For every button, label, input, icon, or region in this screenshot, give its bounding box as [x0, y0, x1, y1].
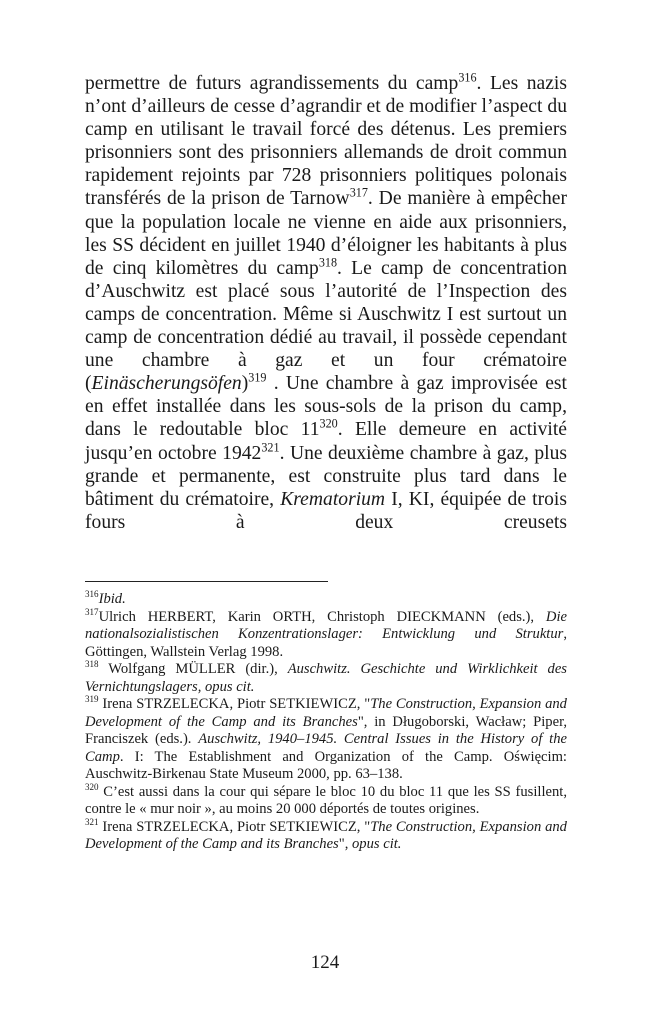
footnote-ref-316[interactable]: 316 [458, 70, 477, 85]
body-text-run: permettre de futurs agrandissements du camp [85, 73, 459, 94]
page-number: 124 [310, 952, 340, 973]
footnote-number: 319 [85, 694, 99, 705]
footnote-text: ", [338, 836, 352, 852]
footnote-italic: opus cit. [352, 836, 402, 852]
footnote-number: 321 [85, 816, 99, 827]
footnote-text: Irena STRZELECKA, Piotr SETKIEWICZ, " [98, 818, 371, 835]
footnote-italic: The Construction, Expansion and Development of the Camp and its Branches [85, 818, 567, 852]
footnote-text: Irena STRZELECKA, Piotr SETKIEWICZ, " [98, 696, 371, 712]
main-text-block [85, 72, 567, 534]
body-text-run: ) [241, 373, 249, 395]
footnote-text: Wolfgang MÜLLER (dir.), [98, 661, 288, 677]
body-text-run: . Une chambre à gaz improvisée est en effet installée dans les sous-sols de la prison du camp, dans le redoutable bloc 11 [85, 373, 567, 441]
footnote-italic: The Construction, Expansion and Development of the Camp and its Branches [85, 696, 567, 730]
footnote-italic: Auschwitz, 1940–1945. Central Issues in the History of the Camp [85, 731, 567, 765]
body-text-run: I, KI, équipée de trois fours à deux creusets [85, 488, 567, 533]
body-italic-term: Einäscherungsöfen [91, 373, 242, 395]
footnote-316 [85, 591, 567, 609]
footnote-ref-319[interactable]: 319 [248, 370, 267, 385]
footnote-text: . I: The Establishment and Organization of the Camp. Oświęcim: Auschwitz-Birkenau State Museum 2000, pp. 63–138. [85, 748, 567, 782]
footnote-ref-321[interactable]: 321 [261, 439, 280, 454]
footnote-text: C’est aussi dans la cour qui sépare le bloc 10 du bloc 11 que les SS fusillent, contre le « mur noir », au moins 20 000 déportés de toutes origines. [85, 783, 567, 817]
footnote-ref-318[interactable]: 318 [318, 255, 338, 270]
footnote-number: 316 [85, 589, 99, 600]
body-paragraph [85, 72, 567, 534]
footnote-italic: Die nationalsozialistischen Konzentrationslager: Entwicklung und Struktur [85, 608, 567, 642]
footnote-ref-320[interactable]: 320 [319, 416, 338, 431]
footnote-text: ", in Długoborski, Wacław; Piper, Franciszek (eds.). [85, 713, 567, 747]
footnote-317 [85, 606, 567, 662]
footnote-text: Ulrich HERBERT, Karin ORTH, Christoph DIECKMANN (eds.), [98, 608, 546, 625]
body-text-run: . De manière à empêcher que la population locale ne vienne en aide aux prisonniers, les SS décident en juillet 1940 d’éloigner les habitants à plus de cinq kilomètres du camp [85, 188, 567, 279]
footnote-ref-317[interactable]: 317 [349, 185, 368, 200]
footnote-321 [85, 816, 567, 854]
footnote-number: 320 [85, 781, 99, 792]
body-text-run: . Une deuxième chambre à gaz, plus grande et permanente, est construite plus tard dans le bâtiment du crématoire, [85, 442, 567, 510]
footnote-319 [85, 696, 567, 784]
footnote-text: , Göttingen, Wallstein Verlag 1998. [85, 626, 567, 660]
body-text-run: . Elle demeure en activité jusqu’en octobre 1942 [85, 419, 567, 464]
body-text-run: . Le camp de concentration d’Auschwitz est placé sous l’autorité de l’Inspection des camps de concentration. Même si Auschwitz I est surtout un camp de concentration dédié au travail, il possède cependant une chambre à gaz et un four crématoire ( [85, 257, 567, 395]
footnote-number: 318 [85, 659, 99, 670]
footnote-italic: Auschwitz. Geschichte und Wirklichkeit des Vernichtungslagers, opus cit. [85, 661, 567, 695]
body-italic-term: Krematorium [280, 488, 386, 510]
footnote-320 [85, 781, 567, 819]
footnote-separator [85, 581, 328, 582]
body-text-run: . Les nazis n’ont d’ailleurs de cesse d’agrandir et de modifier l’aspect du camp en utilisant le travail forcé des détenus. Les premiers prisonniers sont des prisonniers allemands de droit commun rapidement rejoints par 728 prisonniers politiques polonais transférés de la prison de Tarnow [85, 73, 568, 210]
footnote-italic: Ibid. [98, 591, 126, 607]
footnotes-section [85, 591, 567, 854]
footnote-number: 317 [85, 606, 99, 617]
footnote-318 [85, 661, 567, 696]
